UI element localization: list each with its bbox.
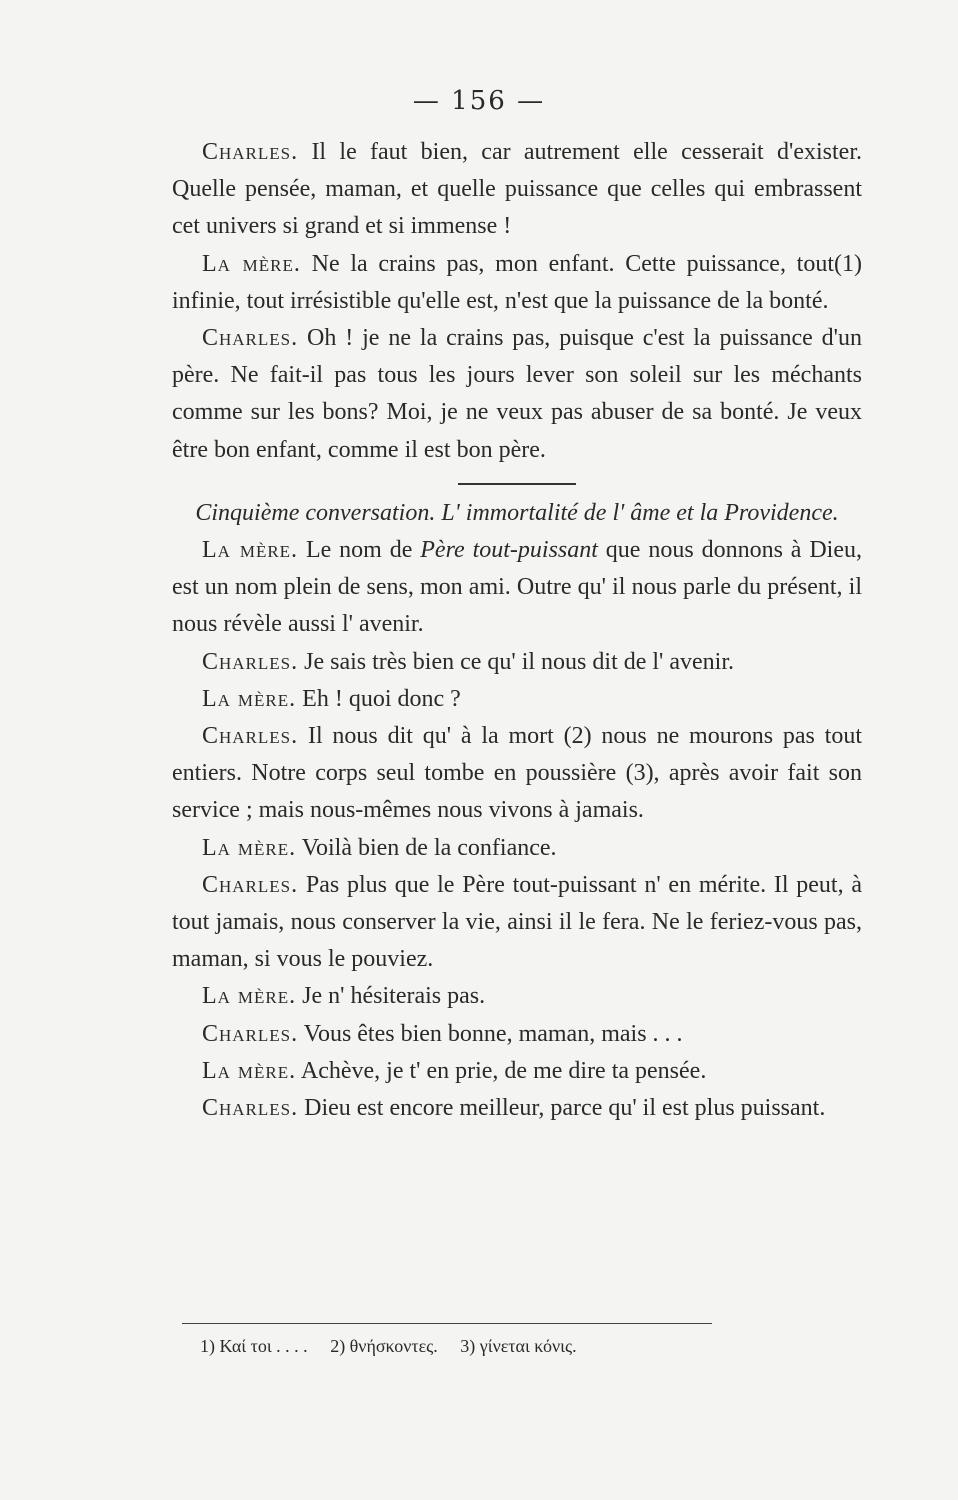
dialogue: Oh ! je ne la crains pas, puisque c'est la puissance d'un père. Ne fait-il pas tous les jours lever son soleil sur les méchants comme sur les bons? Moi, je ne veux pas abuser de sa bonté. Je veux être bon enfant, comme il est bon père. [172,325,863,463]
speaker: Charles. [202,325,299,352]
dialogue: Le nom de [305,537,421,564]
paragraph [172,718,862,830]
paragraph [172,134,862,246]
speaker: Charles. [202,1095,299,1122]
dialogue: Vous êtes bien bonne, maman, mais . . . [303,1020,683,1047]
speaker: La mère. [202,685,297,712]
dialogue: Eh ! quoi donc ? [302,685,461,712]
dialogue: Voilà bien de la confiance. [301,834,557,861]
speaker: Charles. [202,139,299,165]
footnote: 1) Καί τοι . . . . [200,1336,308,1356]
footnote: 2) θνήσκοντες. [330,1336,438,1356]
paragraph [172,830,862,867]
paragraph [172,867,862,979]
section-heading: Cinquième conversation. L' immortalité de l' âme et la Providence. [195,499,839,526]
dialogue: Pas plus que le Père tout-puissant n' en mérite. Il peut, à tout jamais, nous conserver la vie, ainsi il le fera. Ne le feriez-vous pas, maman, si vous le pouviez. [172,871,862,973]
speaker: La mère. [202,834,297,861]
speaker: Charles. [202,871,299,898]
speaker: Charles. [202,1020,299,1047]
paragraph [172,644,862,681]
footnote: 3) γίνεται κόνις. [460,1336,577,1356]
paragraph [172,246,862,320]
section-divider [458,483,576,485]
dialogue: Ne la crains pas, mon enfant. Cette puissance, tout(1) infinie, tout irrésistible qu'elle est, n'est que la puissance de la bonté. [172,250,862,314]
paragraph [172,978,862,1015]
speaker: La mère. [202,250,301,277]
paragraph [172,1053,862,1090]
dialogue: Il le faut bien, car autrement elle cesserait d'exister. Quelle pensée, maman, et quelle puissance que celles qui embrassent cet univers si grand et si immense ! [172,139,863,240]
dialogue: Achève, je t' en prie, de me dire ta pensée. [300,1057,707,1084]
paragraph [172,320,862,469]
footnotes [200,1336,595,1357]
paragraph [172,1090,862,1127]
paragraph [172,532,862,644]
dialogue: Je sais très bien ce qu' il nous dit de l' avenir. [304,648,735,675]
footnote-rule [182,1323,712,1324]
speaker: Charles. [202,723,299,750]
paragraph [172,681,862,718]
dialogue: Il nous dit qu' à la mort (2) nous ne mourons pas tout entiers. Notre corps seul tombe en poussière (3), après avoir fait son service ; mais nous-mêmes nous vivons à jamais. [172,723,863,824]
dialogue: Je n' hésiterais pas. [302,983,486,1010]
body-text [172,134,862,1127]
speaker: La mère. [202,983,297,1010]
page-number: — 156 — [412,86,546,116]
paragraph [172,1016,862,1053]
dialogue: que nous donnons à Dieu, est un nom plein de sens, mon ami. Outre qu' il nous parle du présent, il nous révèle aussi l' avenir. [172,537,863,638]
speaker: La mère. [202,537,299,564]
speaker: Charles. [202,648,299,675]
dialogue: Dieu est encore meilleur, parce qu' il est plus puissant. [304,1095,826,1122]
italic-phrase: Père tout-puissant [420,537,598,564]
speaker: La mère. [202,1057,297,1084]
